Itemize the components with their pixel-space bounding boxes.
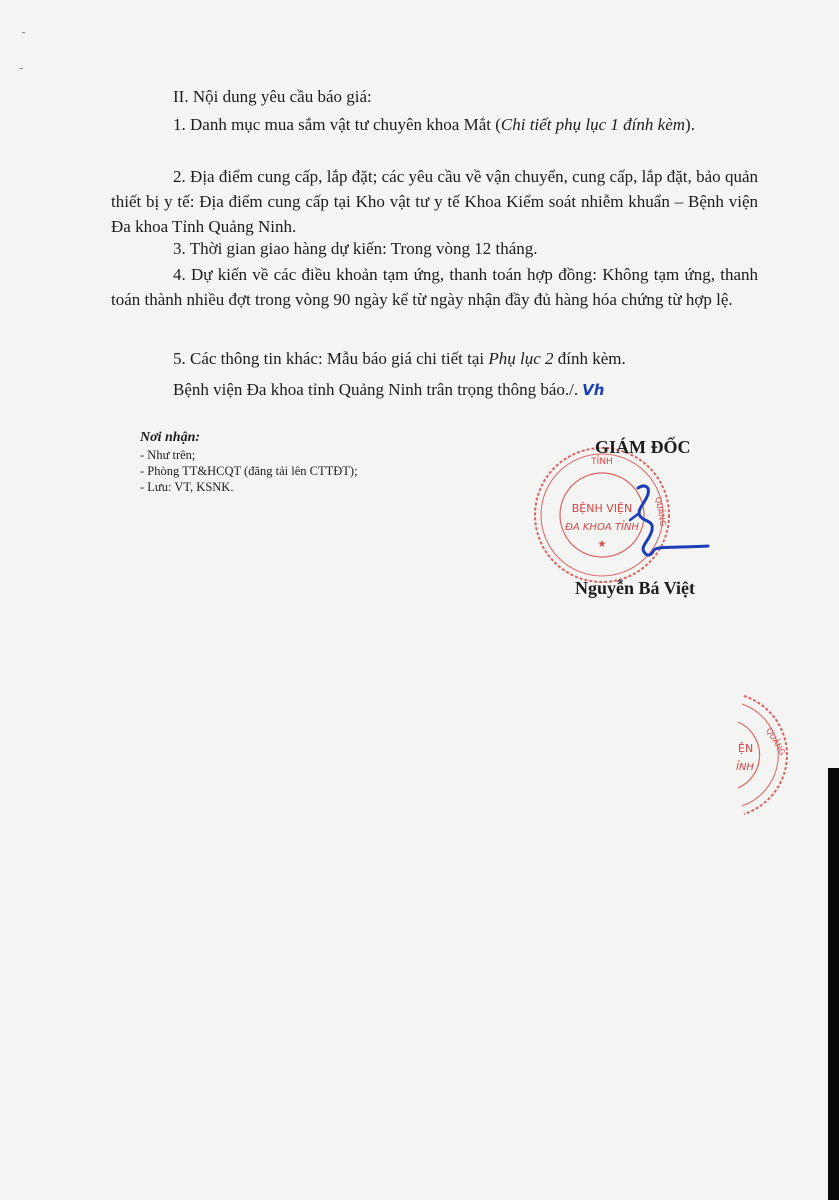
item-5: 5. Các thông tin khác: Mẫu báo giá chi tiết tại Phụ lục 2 đính kèm. bbox=[173, 349, 626, 368]
handwritten-initials: Vh bbox=[582, 381, 605, 399]
scan-artifact bbox=[22, 32, 25, 33]
seal-text-line1: BỆNH VIỆN bbox=[571, 502, 633, 515]
edge-seal-line2: ỈNH bbox=[736, 762, 754, 773]
signer-name: Nguyễn Bá Việt bbox=[575, 578, 696, 598]
recipient-line: - Lưu: VT, KSNK. bbox=[140, 480, 234, 494]
signer-title: GIÁM ĐỐC bbox=[595, 437, 691, 457]
recipients-block bbox=[140, 430, 358, 495]
recipients-heading: Nơi nhận: bbox=[140, 430, 201, 445]
scan-artifact bbox=[20, 68, 23, 69]
seal-ring-right: QUẢNG bbox=[653, 496, 668, 528]
section-title: II. Nội dung yêu cầu báo giá: bbox=[173, 87, 372, 106]
recipient-line: - Phòng TT&HCQT (đăng tải lên CTTĐT); bbox=[140, 464, 358, 478]
edge-seal bbox=[720, 690, 800, 820]
svg-text:QUẢNG: QUẢNG bbox=[764, 726, 787, 757]
seal-text-line2: ĐA KHOA TỈNH bbox=[565, 522, 639, 533]
recipient-line: - Như trên; bbox=[140, 448, 196, 462]
seal-ring-top: TỈNH bbox=[591, 457, 613, 467]
item-3: 3. Thời gian giao hàng dự kiến: Trong vòng 12 tháng. bbox=[173, 239, 538, 258]
edge-seal-line1: ỆN bbox=[738, 742, 754, 755]
signature bbox=[597, 480, 715, 580]
svg-text:★: ★ bbox=[597, 539, 607, 550]
item-1: 1. Danh mục mua sắm vật tư chuyên khoa Mắt (Chi tiết phụ lục 1 đính kèm). bbox=[173, 115, 695, 134]
item-4: 4. Dự kiến về các điều khoản tạm ứng, thanh toán hợp đồng: Không tạm ứng, thanh toán thành nhiều đợt trong vòng 90 ngày kể từ ngày nhận đầy đủ hàng hóa chứng từ hợp lệ. bbox=[111, 265, 758, 309]
scan-edge-bar bbox=[828, 768, 839, 1200]
closing-line: Bệnh viện Đa khoa tỉnh Quảng Ninh trân trọng thông báo./. Vh bbox=[173, 380, 605, 399]
item-2: 2. Địa điểm cung cấp, lắp đặt; các yêu cầu về vận chuyển, cung cấp, lắp đặt, bảo quản thiết bị y tế: Địa điểm cung cấp tại Kho vật tư y tế Khoa Kiểm soát nhiễm khuẩn – Bệnh viện Đa khoa Tỉnh Quảng Ninh. bbox=[111, 167, 758, 236]
